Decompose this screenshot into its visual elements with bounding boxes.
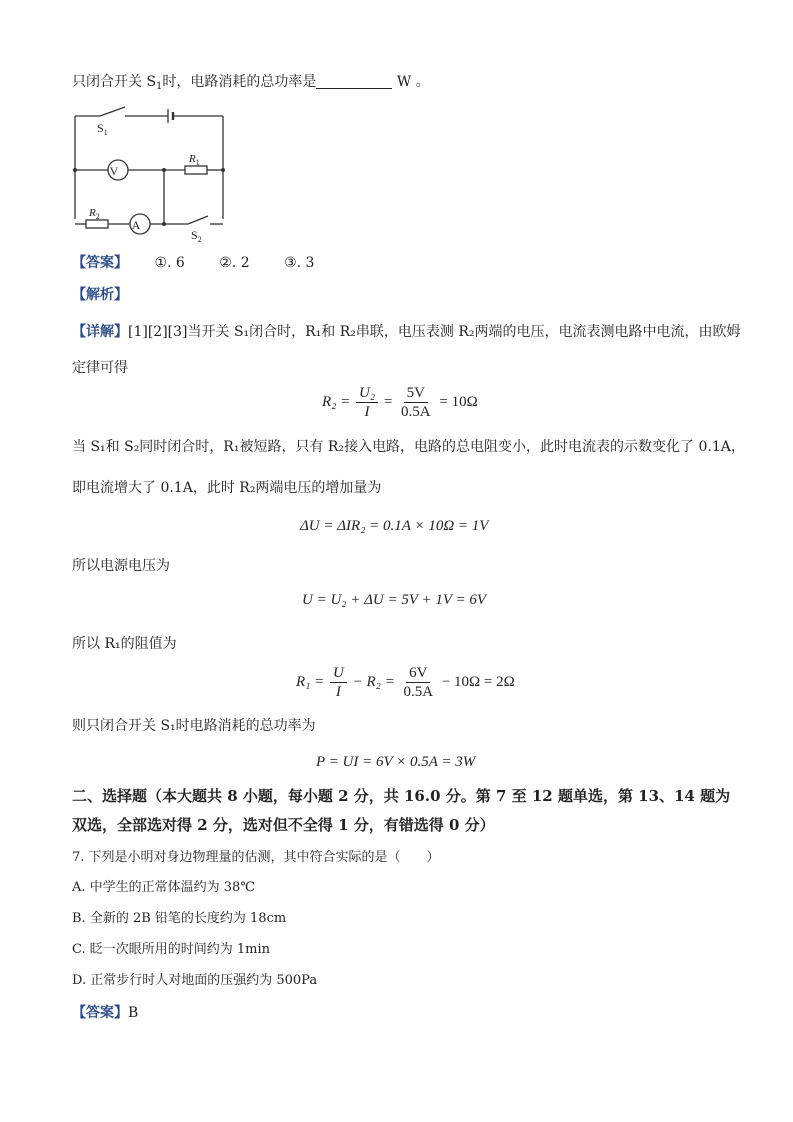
option-c: C. 眨一次眼所用的时间约为 1min [72,942,271,957]
fraction: $\frac{U}{I}$ [330,664,347,701]
answer-item: ②. 2 [219,255,250,271]
ammeter-label: A [131,218,141,232]
svg-text:R2: $R_2$ [89,207,100,221]
stem-unit: W 。 [392,74,430,90]
eq1-rhs: = 10Ω [439,393,478,410]
option-d: D. 正常步行时人对地面的压强约为 500Pa [72,973,318,988]
stem-text-2: 时，电路消耗的总功率是 [162,74,317,90]
detail-tag: 【详解】 [72,324,128,340]
section-2-header-1: 二、选择题（本大题共 8 小题，每小题 2 分，共 16.0 分。第 7 至 12 题单选，第 13、14 题为 [72,787,731,805]
stem-sub: 1 [156,81,163,92]
svg-text:S2: $S_2$ [191,228,202,244]
fraction: $\frac{5V}{0.5A}$ [401,385,431,420]
fraction: $\frac{6V}{0.5A}$ [403,665,434,700]
label-s2: S [191,228,198,242]
detail-line-5: 所以电源电压为 [72,558,170,574]
svg-text:S1: $S_1$ [97,121,108,137]
answer-7 [72,1003,138,1023]
detail-line-4: 即电流增大了 0.1A，此时 R₂两端电压的增加量为 [72,480,382,496]
section-2-header-2: 双选，全部选对得 2 分，选对但不全得 1 分，有错选得 0 分） [72,816,495,834]
fraction: $\frac{\text{U₂}}{I}$ [356,384,378,421]
answer-blank [316,74,392,89]
answer-tag: 【答案】 [72,255,128,271]
detail-line-6: 所以 R₁的阻值为 [72,636,177,652]
stem-text: 只闭合开关 S [72,74,157,90]
answer-6 [72,253,314,273]
detail-line-3: 当 S₁和 S₂同时闭合时，R₁被短路，只有 R₂接入电路，电路的总电阻变小，此时电流表的示数变化了 0.1A， [72,439,745,455]
detail-line-1 [72,322,741,342]
option-a: A. 中学生的正常体温约为 38℃ [72,880,255,895]
equation-5: P = UI = 6V × 0.5A = 3W [316,754,476,770]
equation-2: ΔU = ΔIR₂ = 0.1A × 10Ω = 1V [300,518,489,534]
detail-line-7: 则只闭合开关 S₁时电路消耗的总功率为 [72,718,316,734]
svg-text:R1: $R_1$ [189,153,200,167]
voltmeter-label: V [109,164,119,178]
question-6-stem [72,72,430,92]
label-r1: R [189,153,196,165]
detail-text: [1][2][3]当开关 S₁闭合时，R₁和 R₂串联，电压表测 R₂两端的电压，电流表测电路中电流，由欧姆 [128,324,741,340]
answer-item: ③. 3 [284,255,315,271]
answer-tag: 【答案】 [72,1005,128,1021]
label-s1: S [97,121,104,135]
answer-value: B [128,1005,139,1021]
option-b: B. 全新的 2B 铅笔的长度约为 18cm [72,911,287,926]
label-r2: R [89,207,96,219]
analysis-tag: 【解析】 [72,287,128,303]
eq1-lhs: R₂ = [322,393,351,410]
detail-line-2: 定律可得 [72,360,128,376]
circuit-diagram [70,104,230,244]
answer-item: ①. 6 [154,255,185,271]
equation-4: R₁ = $\frac{U}{I}$ − R₂ = $\frac{6V}{0.5A}$ − 10Ω = 2Ω [296,665,515,700]
question-7-stem: 7. 下列是小明对身边物理量的估测，其中符合实际的是（ ） [72,850,440,865]
equation-1: R₂ = $\frac{\text{U₂}}{I}$ = $\frac{5V}{0.5A}$ = 10Ω [322,385,478,420]
equation-3: U = U₂ + ΔU = 5V + 1V = 6V [302,592,487,608]
